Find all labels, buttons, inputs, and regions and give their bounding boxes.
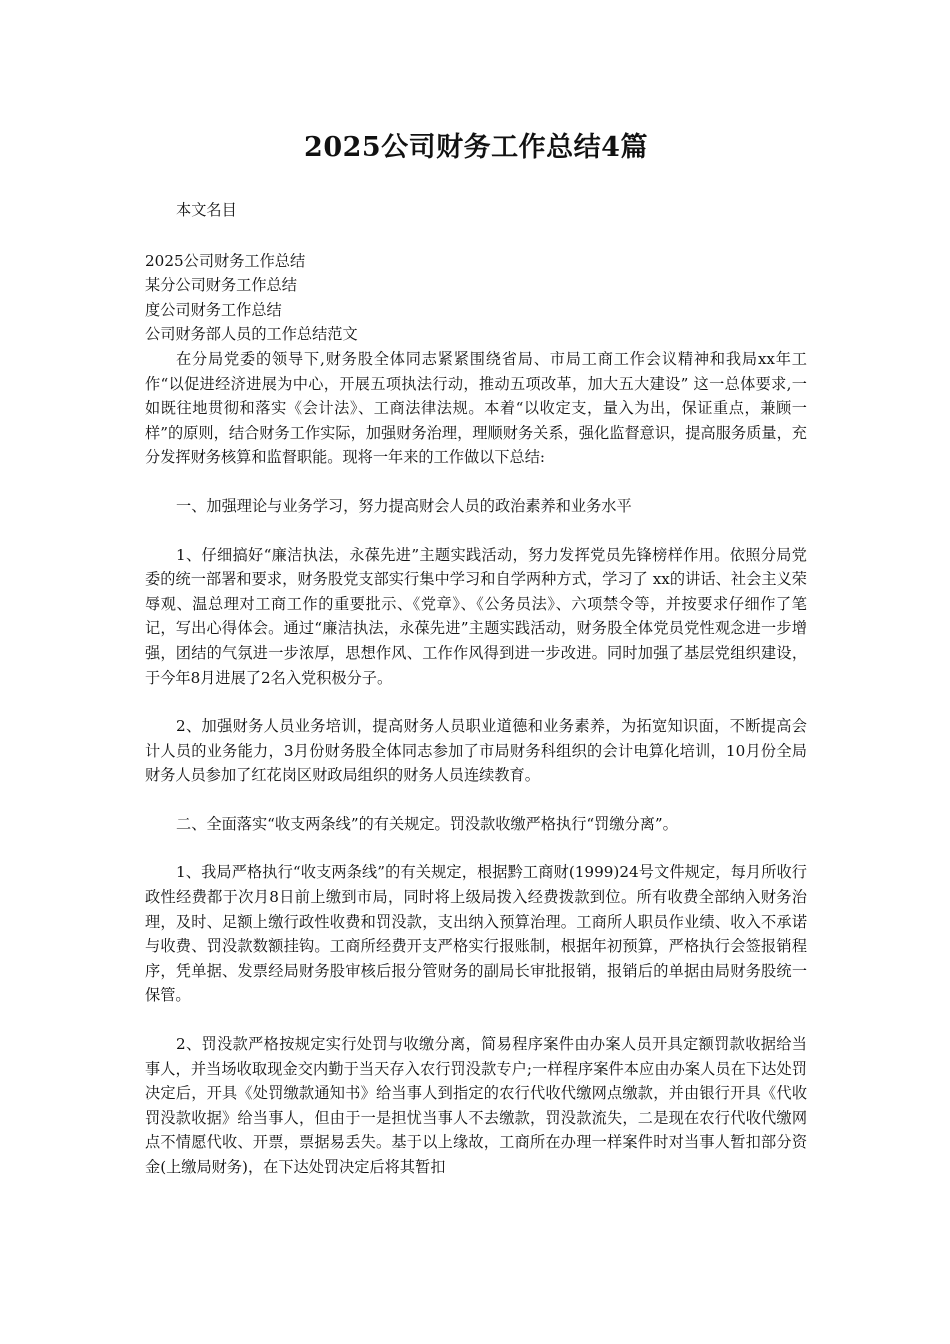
body-paragraph: 2、罚没款严格按规定实行处罚与收缴分离，简易程序案件由办案人员开具定额罚款收据给当事人，并当场收取现金交内勤于当天存入农行罚没款专户;一样程序案件本应由办案人员在下达处罚决定后，开具《处罚缴款通知书》给当事人到指定的农行代收代缴网点缴款，并由银行开具《代收罚没款收据》给当事人，但由于一是担忧当事人不去缴款，罚没款流失，二是现在农行代收代缴网点不情愿代收、开票，票据易丢失。基于以上缘故，工商所在办理一样案件时对当事人暂扣部分资金(上缴局财务)，在下达处罚决定后将其暂扣 xyxy=(145,1035,807,1176)
section-heading-1: 一、加强理论与业务学习，努力提高财会人员的政治素养和业务水平 xyxy=(176,496,632,515)
body-paragraph: 2、加强财务人员业务培训，提高财务人员职业道德和业务素养，为拓宽知识面，不断提高会计人员的业务能力，3月份财务股全体同志参加了市局财务科组织的会计电算化培训，10月份全局财务人员参加了红花岗区财政局组织的财务人员连续教育。 xyxy=(145,717,807,785)
body-paragraph: 1、我局严格执行“收支两条线”的有关规定，根据黔工商财(1999)24号文件规定，每月所收行政性经费都于次月8日前上缴到市局，同时将上级局拨入经费拨款到位。所有收费全部纳入财务治理，及时、足额上缴行政性收费和罚没款，支出纳入预算治理。工商所人职员作业绩、收入不承诺与收费、罚没款数额挂钩。工商所经费开支严格实行报账制，根据年初预算，严格执行会签报销程序，凭单据、发票经局财务股审核后报分管财务的副局长审批报销，报销后的单据由局财务股统一保管。 xyxy=(145,863,807,1005)
toc-item[interactable]: 2025公司财务工作总结 xyxy=(145,251,306,270)
toc-label: 本文名目 xyxy=(176,201,237,219)
section-heading-2: 二、全面落实“收支两条线”的有关规定。罚没款收缴严格执行“罚缴分离”。 xyxy=(176,814,678,833)
toc-item[interactable]: 公司财务部人员的工作总结范文 xyxy=(145,325,358,344)
body-paragraph: 1、仔细搞好“廉洁执法，永葆先进”主题实践活动，努力发挥党员先锋榜样作用。依照分局党委的统一部署和要求，财务股党支部实行集中学习和自学两种方式，学习了 xx的讲话、社会主义荣辱观、温总理对工商工作的重要批示、《党章》、《公务员法》、六项禁令等，并按要求仔细作了笔记，写出心得体会。通过“廉洁执法，永葆先进”主题实践活动，财务股全体党员党性观念进一步增强，团结的气氛进一步浓厚，思想作风、工作作风得到进一步改进。同时加强了基层党组织建设，于今年8月进展了2名入党积极分子。 xyxy=(145,545,807,687)
table-of-contents xyxy=(145,249,807,347)
document-page xyxy=(145,128,807,1180)
toc-item[interactable]: 某分公司财务工作总结 xyxy=(145,276,297,295)
document-title: 2025公司财务工作总结4篇 xyxy=(304,132,648,163)
toc-item[interactable]: 度公司财务工作总结 xyxy=(145,300,282,319)
intro-paragraph: 在分局党委的领导下,财务股全体同志紧紧围绕省局、市局工商工作会议精神和我局xx年工作“以促进经济进展为中心，开展五项执法行动，推动五项改革，加大五大建设” 这一总体要求,一如既往地贯彻和落实《会计法》、工商法律法规。本着“以收定支，量入为出，保证重点，兼顾一样”的原则，结合财务工作实际，加强财务治理，理顺财务关系，强化监督意识，提高服务质量，充分发挥财务核算和监督职能。现将一年来的工作做以下总结: xyxy=(145,349,807,467)
